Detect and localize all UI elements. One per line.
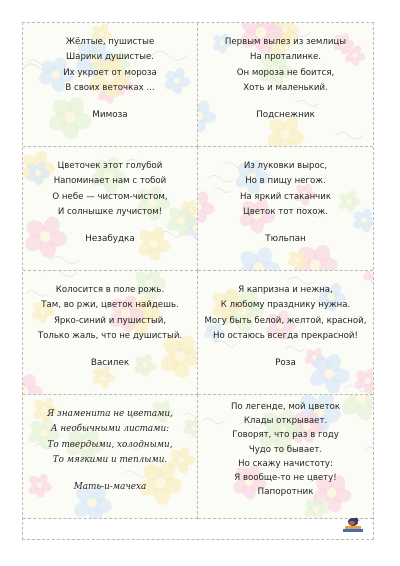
riddle-line: Я знаменита не цветами, (47, 409, 173, 419)
riddle-text (47, 407, 173, 468)
riddle-line: К любому празднику нужна. (220, 300, 351, 311)
riddle-text (38, 283, 182, 344)
riddle-line: Их укроет от мороза (63, 67, 157, 78)
riddle-card-mimosa (23, 23, 198, 147)
riddle-line: Но остаюсь всегда прекрасной! (213, 330, 358, 341)
riddle-line: О небе — чистом-чистом, (52, 191, 168, 202)
riddle-line: Но скажу начистоту: (238, 458, 333, 469)
riddle-answer: Мать-и-мачеха (73, 482, 147, 493)
riddle-line: Только жаль, что не душистый. (37, 330, 183, 341)
riddle-answer: Папоротник (257, 487, 314, 498)
riddle-line: Напоминает нам с тобой (53, 176, 167, 187)
riddle-line: То твердыми, холодными, (47, 439, 173, 450)
riddle-answer: Подснежник (256, 110, 315, 121)
riddle-line: Жёлтые, пушистые (65, 37, 155, 47)
riddle-line: Шарики душистые. (65, 52, 154, 63)
riddle-text (240, 159, 331, 220)
riddle-text (225, 35, 346, 96)
riddle-line: На яркий стаканчик (239, 191, 332, 202)
riddle-line: И солнышке лучистом! (57, 206, 163, 217)
riddle-line: По легенде, мой цветок (230, 402, 341, 412)
riddle-line: А необычными листами: (50, 424, 170, 435)
riddle-line: Могу быть белой, желтой, красной, (204, 315, 367, 326)
riddle-line: Цветок тот похож. (243, 206, 328, 217)
riddle-text (205, 283, 367, 344)
riddle-line: Чудо то бывает. (248, 444, 323, 455)
riddle-answer: Мимоза (92, 110, 128, 121)
riddle-answer: Тюльпан (265, 234, 306, 245)
riddle-text (52, 159, 167, 220)
riddle-card-snowdrop (198, 23, 373, 147)
cards-sheet (22, 22, 374, 540)
riddle-line: Хоть и маленький. (243, 82, 328, 93)
riddle-text (63, 35, 157, 96)
riddle-answer: Роза (275, 358, 296, 369)
riddle-card-tulip (198, 147, 373, 271)
riddle-line: Говорят, что раз в году (232, 430, 339, 441)
riddle-line: Из луковки вырос, (243, 161, 328, 171)
riddle-answer: Василек (90, 358, 130, 369)
riddle-answer: Незабудка (85, 234, 135, 245)
riddle-line: Я капризна и нежна, (238, 285, 333, 295)
bird-on-books-logo-icon (341, 515, 365, 535)
riddle-line: Ярко-синий и пушистый, (53, 315, 167, 326)
cards-grid (23, 23, 373, 519)
riddle-line: Но в пищу негож. (245, 176, 326, 187)
riddle-card-rose (198, 271, 373, 395)
riddle-line: Клады открывает. (243, 416, 328, 427)
riddle-card-cornflower (23, 271, 198, 395)
riddle-line: Там, во ржи, цветок найдешь. (41, 300, 179, 311)
riddle-card-fern (198, 395, 373, 519)
riddle-line: То мягкими и теплыми. (52, 454, 168, 465)
riddle-line: На проталинке. (250, 52, 321, 63)
riddle-line: Колосится в поле рожь. (55, 285, 165, 295)
riddle-line: Я вообще-то не цвету! (234, 473, 337, 484)
riddle-line: Первым вылез из землицы (224, 37, 347, 47)
riddle-line: Цветочек этот голубой (57, 161, 163, 171)
riddle-card-forget-me-not (23, 147, 198, 271)
riddle-line: В своих веточках ... (65, 82, 155, 93)
riddle-text (231, 400, 340, 485)
riddle-card-coltsfoot (23, 395, 198, 519)
riddle-line: Он мороза не боится, (236, 67, 335, 78)
